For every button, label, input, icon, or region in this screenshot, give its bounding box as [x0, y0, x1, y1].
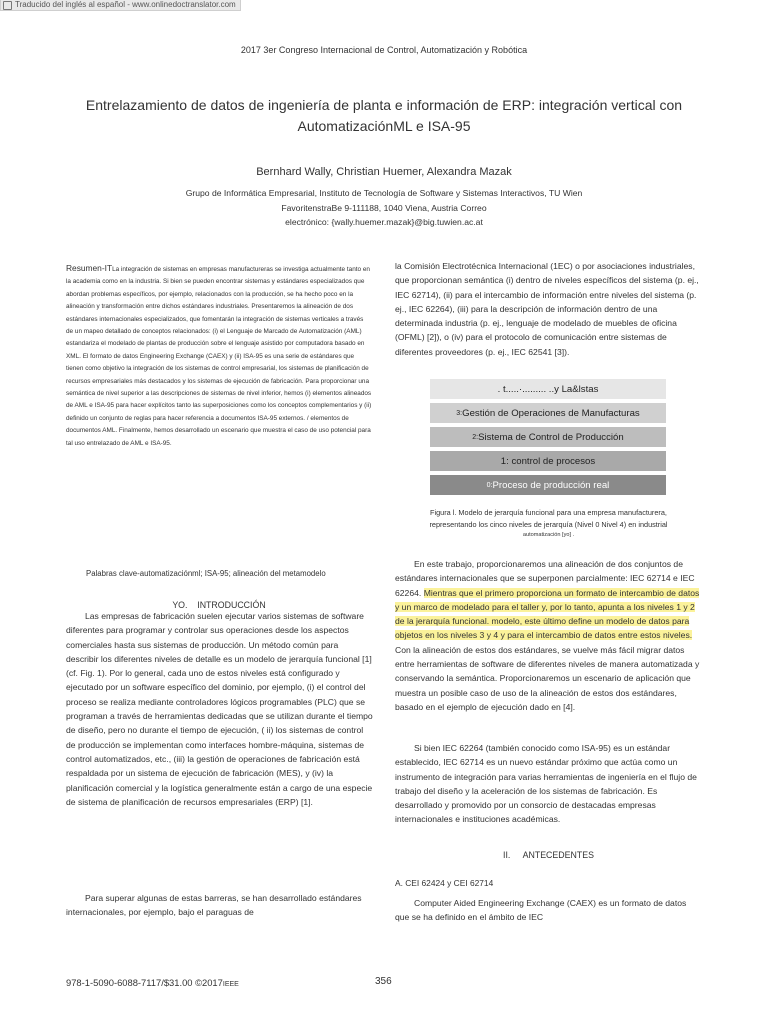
abstract-lead: Resumen-IT — [66, 263, 113, 273]
section-number: II. — [503, 850, 511, 860]
hierarchy-level-1: 1: control de procesos — [430, 451, 666, 471]
affiliation-line-2: FavoritenstraBe 9-111188, 1040 Viena, Austria Correo — [281, 202, 487, 213]
right-paragraph-2: En este trabajo, proporcionaremos una alineación de dos conjuntos de estándares internacionales que se superponen parcialmente: IEC 62714 e IEC 62264. Mientras que el primero proporciona un formato de intercambio de datos y un marco de modelado para el taller y, por lo tanto, apunta a los niveles 1 y 2 de la jerarquía funcional. modelo, este último define un modelo de datos para objetos en los niveles 3 y 4 y para el intercambio de datos entre estos niveles. Con la alineación de estos dos estándares, se vuelve más fácil migrar datos entre herramientas de software de diferentes niveles de manera automatizada y conservando la semántica. Proporcionaremos un escenario de aplicación que muestra un posible caso de uso de la alineación de estos dos estándares, basado en el ejemplo de ejecución dado en [4]. — [395, 559, 700, 712]
hierarchy-level-3: 3: Gestión de Operaciones de Manufacturas — [430, 403, 666, 423]
translator-banner[interactable] — [0, 0, 241, 11]
abstract — [66, 262, 372, 450]
hierarchy-level-0: 0: Proceso de producción real — [430, 475, 666, 495]
title-line-1: Entrelazamiento de datos de ingeniería de planta e información de ERP: integración vertical con — [85, 97, 683, 113]
section-title: INTRODUCCIÓN — [197, 600, 266, 610]
affiliation-line-1: Grupo de Informática Empresarial, Instituto de Tecnología de Software y Sistemas Interactivos, TU Wien — [185, 188, 583, 198]
page-number: 356 — [375, 976, 392, 987]
affiliation — [80, 186, 688, 230]
keywords: Palabras clave-automatizaciónml; ISA-95; alineación del metamodelo — [86, 569, 326, 578]
hierarchy-figure — [430, 379, 666, 499]
right-paragraph-1: la Comisión Electrotécnica Internacional (1EC) o por asociaciones industriales, que proporcionan semántica (i) dentro de niveles específicos del sistema (p. ej., IEC 62714), (ii) para el intercambio de información entre niveles del sistema (p. ej., IEC 62264), (iii) para la descripción de información dentro de una determinada industria (p. ej., lenguaje de modelado de muebles de oficina (OFML) [2]), o (iv) para el protocolo de comunicación entre sistemas de diferentes proveedores (p. ej., IEC 62541 [3]). — [395, 261, 699, 357]
conference-header: 2017 3er Congreso Internacional de Control, Automatización y Robótica — [240, 45, 528, 55]
hierarchy-level-4: . t.....·......... ..y La&lstas — [430, 379, 666, 399]
right-paragraph-4: Computer Aided Engineering Exchange (CAEX) es un formato de datos que se ha definido en el ámbito de IEC — [395, 898, 687, 923]
highlighted-text[interactable]: Mientras que el primero proporciona un formato de intercambio de datos y un marco de modelado para el taller y, por lo tanto, apunta a los niveles 1 y 2 de la jerarquía funcional. modelo, este último define un modelo de datos para objetos en los niveles 3 y 4 y para el intercambio de datos entre estos niveles. — [395, 587, 700, 641]
section-number: YO. — [172, 600, 188, 610]
section-heading-antecedentes — [395, 850, 702, 860]
banner-text: Traducido del inglés al español - www.onlinedoctranslator.com — [15, 0, 236, 9]
title-line-2: AutomatizaciónML e ISA-95 — [297, 118, 471, 134]
hierarchy-level-2: 2: Sistema de Control de Producción — [430, 427, 666, 447]
footer-isbn: 978-1-5090-6088-7117/$31.00 ©2017IEEE — [66, 977, 239, 988]
right-paragraph-3: Si bien IEC 62264 (también conocido como ISA-95) es un estándar establecido, IEC 62714 es un nuevo estándar próximo que actúa como un instrumento de integración para varias herramientas de ingeniería en el flujo de trabajo del diseño y la aceleración de los sistemas de fabricación. Es desarrollado y promovido por un consorcio de destacadas empresas internacionales e instituciones académicas. — [395, 743, 697, 825]
document-icon — [3, 1, 12, 10]
intro-paragraph-2: Para superar algunas de estas barreras, se han desarrollado estándares internacionales, por ejemplo, bajo el paraguas de — [66, 893, 362, 918]
section-title: ANTECEDENTES — [522, 850, 594, 860]
affiliation-line-3: electrónico: {wally.huemer.mazak}@big.tuwien.ac.at — [285, 217, 483, 227]
intro-paragraph-1: Las empresas de fabricación suelen ejecutar varios sistemas de software diferentes para programar y controlar sus operaciones desde los aspectos comerciales hasta sus sistemas de producción. Un método común para describir los diferentes niveles de detalle es un modelo de jerarquía funcional [1] (cf. Fig. 1). Por lo general, cada uno de estos niveles está configurado y ejecutado por un software específico del dominio, por ejemplo, (i) el control del proceso se realiza mediante controladores lógicos programables (PLC) que se programan a través de herramientas dedicadas que se utilizan durante el tiempo de diseño, pero no durante el tiempo de ejecución, ( ii) los sistemas de control de producción se implementan como interfaces hombre-máquina, sistemas de control automatizados, etc., (iii) la gestión de operaciones de fabricación está respaldada por un sistema de ejecución de fabricación (MES), y (iv) la planificación comercial y la logística generalmente están a cargo de una especie de sistema de planificación de recursos empresariales (ERP) [1]. — [66, 611, 373, 807]
authors: Bernhard Wally, Christian Huemer, Alexandra Mazak — [256, 166, 512, 178]
figure-caption: Figura l. Modelo de jerarquía funcional para una empresa manufacturera, representando los cinco niveles de jerarquía (Nivel 0 Nivel 4) en industrial automatización [yo] . — [429, 508, 668, 538]
paper-title — [40, 95, 728, 137]
abstract-body: La integración de sistemas en empresas manufactureras se investiga actualmente tanto en la academia como en la industria. Si bien se pueden encontrar sistemas y estándares especializados que abordan problemas específicos, por ejemplo, relacionados con la producción, se ha hecho poco en la alineación y transformación entre dichos estándares industriales. Presentaremos la alineación de dos estándares internacionales especializados, que fomentarán la integración de sistemas verticales a través de un mapeo detallado de conceptos relacionados: (i) el Lenguaje de Marcado de Automatización (AML) estandariza el modelado de plantas de producción sobre el lenguaje asistido por computadora basado en XML. El formato de datos Engineering Exchange (CAEX) y (ii) ISA-95 es una serie de estándares que tienen como objetivo la integración de los sistemas de control empresarial, los sistemas de planificación de recursos empresariales más destacados y los sistemas de ejecución de fabricación. Para proporcionar una semántica de nivel superior a las descripciones de sistemas de nivel inferior, hemos (i) elementos alineados de AML e ISA-95 para hacer explícitos tanto las superposiciones como los conceptos complementarios y (ii) definido un conjunto de reglas para hacer referencia a documentos ISA-95 externos. / elementos de documentos AML. Finalmente, hemos desarrollado un escenario que muestra el caso de uso potencial para tal uso entrelazado de AML e ISA-95. — [66, 266, 372, 447]
subsection-heading-a: A. CEI 62424 y CEI 62714 — [395, 878, 494, 888]
